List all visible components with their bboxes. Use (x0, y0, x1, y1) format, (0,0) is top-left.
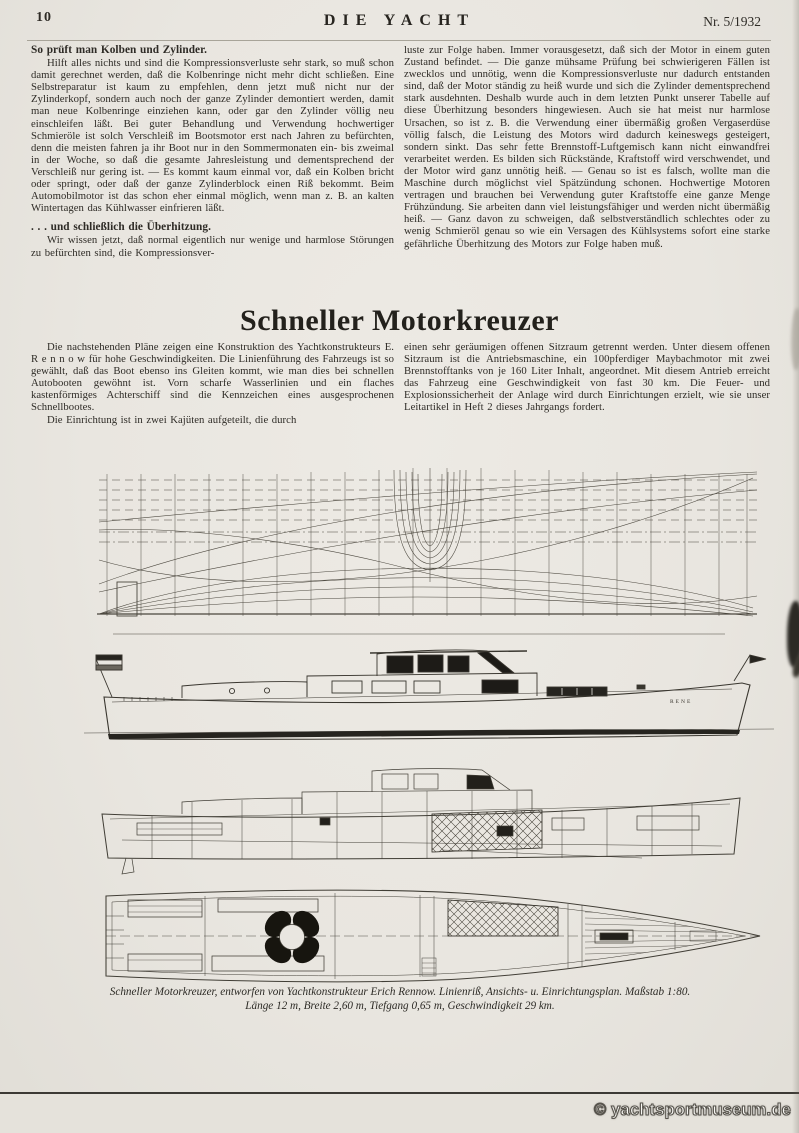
binding-smudge (791, 308, 799, 370)
issue-number: Nr. 5/1932 (703, 14, 761, 29)
figure-caption-line1: Schneller Motorkreuzer, entworfen von Yachtkonstrukteur Erich Rennow. Linienriß, Ansichts- u. Einrichtungsplan. Maßstab 1:80. (109, 986, 691, 998)
profile-view-drawing (82, 645, 777, 767)
section-heading-kolben: So prüft man Kolben und Zylinder. (31, 44, 207, 56)
watermark-credit: © yachtsportmuseum.de (594, 1101, 791, 1119)
paragraph-kolben: Hilft alles nichts und sind die Kompressionsverluste sehr stark, so muß schon damit gerechnet werden, daß die Kolbenringe nicht mehr dicht schließen. Eine Selbstreparatur ist kaum zu empfehlen, denn jetzt muß nicht nur der Zylinderkopf, sondern auch noch der ganze Zylinder demontiert werden, damit man neue Kolbenringe einziehen kann, oder gar den Zylinder völlig neu einschleifen läßt. Bei guter Behandlung und Verwendung hochwertiger Schmieröle ist solch Verschleiß im Bootsmotor erst nach Jahren zu befürchten, denn die meisten fahren ja ihr Boot nur in den Sommermonaten ein- bis zweimal in der Woche, so daß die gesamte Jahresleistung und dementsprechend der Verschleiß nur gering ist. — Es kommt kaum einmal vor, daß ein Kolben bricht oder springt, oder daß der ganze Zylinderblock einen Riß bekommt. Beim Automobilmotor ist das schon eher einmal möglich, wenn man z. B. an kalten Wintertagen das Kühlwasser einfrieren läßt. (31, 57, 394, 215)
article-engine-right-column (404, 44, 770, 250)
page-number: 10 (36, 10, 52, 25)
page-edge-shadow (792, 0, 799, 1133)
figure-caption-line2: Länge 12 m, Breite 2,60 m, Tiefgang 0,65 m, Geschwindigkeit 29 km. (245, 999, 555, 1012)
figure-caption (30, 986, 770, 1013)
deck-plan-drawing (90, 886, 770, 986)
paragraph-cruiser-intro: Die nachstehenden Pläne zeigen eine Konstruktion des Yachtkonstrukteurs E. R e n n o w für hohe Geschwindigkeiten. Die Linienführung des Fahrzeugs ist so gewählt, daß das Boot ebenso ins Gleiten kommt, wie man dies bei schnellen Autobooten gewöhnt ist. Vorn scharfe Wasserlinien und ein flaches kastenförmiges Achterschiff sind die Kennzeichen eines ausgesprochenen Schnellbootes. (31, 341, 394, 414)
paragraph-cruiser-einrichtung: Die Einrichtung ist in zwei Kajüten aufgeteilt, die durch (47, 413, 297, 426)
lines-plan-drawing (85, 464, 763, 642)
article-cruiser-left-column (31, 341, 394, 426)
journal-title: DIE YACHT (323, 12, 476, 29)
paragraph-ueberhitzung-start: Wir wissen jetzt, daß normal eigentlich nur wenige und harmlose Störungen zu befürchten sind, die Kompressionsver- (31, 234, 394, 259)
paragraph-cruiser-continuation: einen sehr geräumigen offenen Sitzraum getrennt werden. Unter diesem offenen Sitzraum ist die Antriebsmaschine, ein 100pferdiger Maybachmotor mit zwei Brennstofftanks von je 160 Liter Inhalt, angeordnet. Mit diesem Antrieb erreicht das Fahrzeug eine Geschwindigkeit von fast 30 km. Die Feuer- und Explosionssicherheit der Anlage wird durch Einrichtungen erzielt, wie sie unser Leitartikel in Heft 2 dieses Jahrgangs fordert. (404, 341, 770, 414)
boat-name-label: RENE (670, 699, 693, 705)
longitudinal-section-drawing (82, 768, 774, 886)
article-headline: Schneller Motorkreuzer (240, 304, 559, 337)
paragraph-engine-continuation: luste zur Folge haben. Immer vorausgesetzt, daß sich der Motor in einem guten Zustand befindet. — Die ganze mühsame Prüfung bei schwierigeren Fällen ist zwecklos und unnötig, wenn die Kompressionsverluste nur dadurch entstanden sind, daß der Motor ständig zu heiß wurde und sich die Zylinder dementsprechend stark ausdehnten. Deshalb wurde auch in dem letzten Punkt unserer Tabelle auf diese Überhitzung besonders hingewiesen. Auch sie hat meist nur harmlose Ursachen, so ist z. B. die Verwendung einer übermäßig großen Vergaserdüse völlig falsch, die Leistung des Motors wird dadurch keineswegs gesteigert, sondern sinkt. Das sehr fette Brennstoff-Luftgemisch kann nicht einwandfrei verarbeitet werden. Es bilden sich Rückstände, Kraftstoff wird verschwendet, und der Motor wird ganz unnötig heiß. — Genau so ist es falsch, wollte man die Maschine durch möglichst viel Spätzündung schonen. Hochwertige Motoren vertragen und brauchen bei Verwendung guter Kraftstoffe eine ganze Menge Frühzündung. Sie arbeiten dann viel leistungsfähiger und werden nicht übermäßig heiß. — Ganz davon zu schweigen, daß selbstverständlich schlechtes oder zu wenig Schmieröl genau so wie ein Versagen des Kühlsystems sofort eine starke gefährliche Überhitzung des Motors zur Folge haben muß. (404, 44, 770, 250)
article-cruiser-right-column (404, 341, 770, 414)
article-engine-left-column (31, 44, 394, 259)
header-rule (27, 40, 771, 41)
section-heading-ueberhitzung: . . . und schließlich die Überhitzung. (31, 221, 211, 234)
